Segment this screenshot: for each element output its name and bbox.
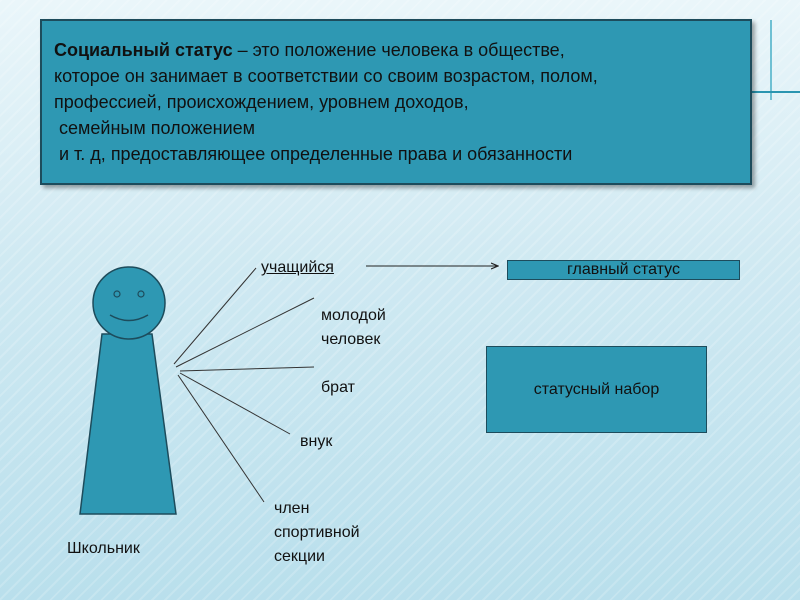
definition-line-4: семейным положением [54, 118, 256, 138]
definition-line-5: и т. д, предоставляющее определенные права и обязанности [54, 144, 573, 164]
definition-line-2: которое он занимает в соответствии со своим возрастом, полом, [54, 66, 598, 86]
status-set-label: статусный набор [533, 380, 660, 398]
status-young-person-line2: человек [321, 331, 381, 348]
figure-caption: Школьник [67, 540, 140, 557]
line-to-brother [180, 367, 314, 371]
status-grandson: внук [300, 433, 333, 450]
line-to-young-person [176, 298, 314, 367]
status-sport-member-line2: спортивной [274, 524, 360, 541]
status-young-person-line1: молодой [321, 307, 386, 324]
definition-term: Социальный статус [54, 40, 233, 60]
status-sport-member-line1: член [274, 500, 310, 517]
status-sport-member-line3: секции [274, 548, 325, 565]
figure-head [93, 267, 165, 339]
status-student: учащийся [261, 259, 334, 276]
line-to-student [174, 268, 256, 364]
status-brother: брат [321, 379, 355, 396]
status-set-box [486, 346, 707, 433]
definition-line-1-rest: – это положение человека в обществе, [232, 40, 565, 60]
main-status-box: главный статус [507, 260, 740, 280]
definition-line-3: профессией, происхождением, уровнем доходов, [54, 92, 469, 112]
line-to-grandson [180, 373, 290, 434]
figure-body [80, 334, 176, 514]
line-to-sport-member [178, 375, 264, 502]
